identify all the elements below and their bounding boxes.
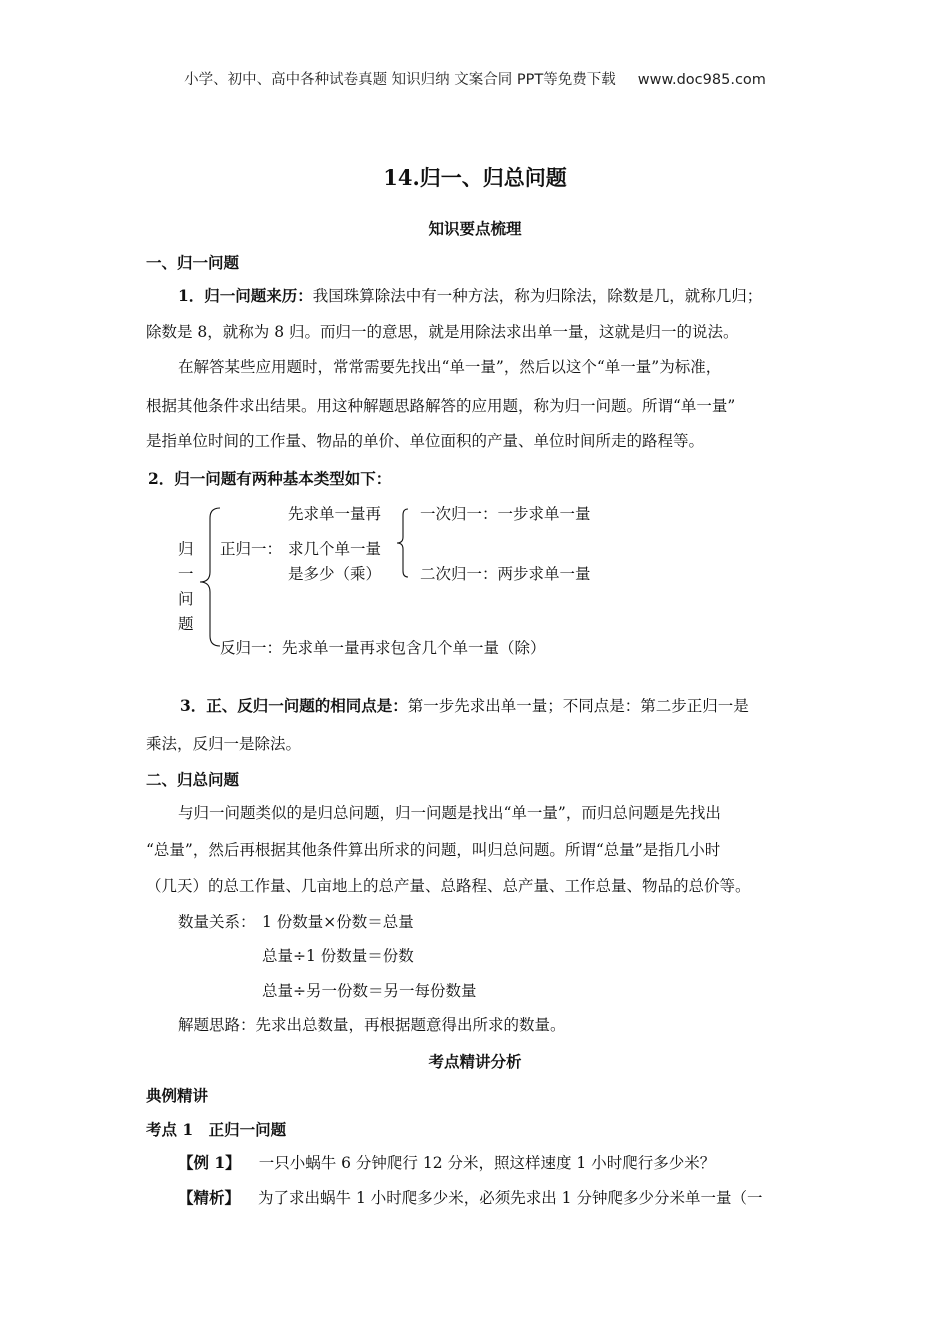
solution-method: 解题思路：先求出总数量，再根据题意得出所求的数量。 — [178, 1016, 566, 1034]
heading-examples: 典例精讲 — [146, 1086, 209, 1105]
root-char-2: 一 — [178, 565, 194, 583]
section-analysis-title: 考点精讲分析 — [428, 1052, 522, 1071]
once-guiyi: 一次归一：一步求单一量 — [420, 505, 591, 523]
para-origin-line1 — [178, 286, 762, 306]
analysis-1-label: 【精析】 — [178, 1188, 241, 1207]
doc-title: 14.归一、归总问题 — [383, 165, 567, 190]
header-text: 小学、初中、高中各种试卷真题 知识归纳 文案合同 PPT等免费下载 — [184, 72, 616, 88]
pos-line2: 求几个单一量 — [288, 540, 382, 558]
relation-label: 数量关系： — [178, 913, 256, 931]
pos-line3: 是多少（乘） — [288, 565, 382, 583]
para-origin-text: 我国珠算除法中有一种方法，称为归除法，除数是几，就称几归； — [312, 287, 763, 305]
relation-1: 1 份数量×份数＝总量 — [262, 913, 414, 931]
relation-2: 总量÷1 份数量＝份数 — [262, 947, 414, 965]
root-char-1: 归 — [178, 540, 194, 558]
neg-guiyi: 反归一：先求单一量再求包含几个单一量（除） — [220, 639, 546, 657]
example-1-text: 一只小蜗牛 6 分钟爬行 12 分米，照这样速度 1 小时爬行多少米？ — [258, 1154, 716, 1172]
para-define-line3: 是指单位时间的工作量、物品的单价、单位面积的产量、单位时间所走的路程等。 — [146, 432, 705, 450]
analysis-1 — [178, 1188, 762, 1208]
para-compare-line1 — [180, 696, 749, 716]
section-knowledge-title: 知识要点梳理 — [428, 219, 522, 238]
heading-topic-1: 考点 1 正归一问题 — [146, 1120, 287, 1139]
header-site: www.doc985.com — [637, 72, 766, 88]
para-compare-text: 第一步先求出单一量；不同点是：第二步正归一是 — [407, 697, 749, 715]
para-define-line1: 在解答某些应用题时，常常需要先找出“单一量”，然后以这个“单一量”为标准， — [178, 358, 722, 376]
para-guizong-line2: “总量”，然后再根据其他条件算出所求的问题，叫归总问题。所谓“总量”是指几小时 — [146, 841, 721, 859]
heading-two-types: 2．归一问题有两种基本类型如下： — [148, 469, 392, 488]
analysis-1-text: 为了求出蜗牛 1 小时爬多少米，必须先求出 1 分钟爬多少分米单一量（一 — [258, 1189, 763, 1207]
para-guizong-line3: （几天）的总工作量、几亩地上的总产量、总路程、总产量、工作总量、物品的总价等。 — [146, 877, 751, 895]
relation-3: 总量÷另一份数＝另一每份数量 — [262, 982, 477, 1000]
para-origin-line2: 除数是 8，就称为 8 归。而归一的意思，就是用除法求出单一量，这就是归一的说法。 — [146, 323, 739, 341]
twice-guiyi: 二次归一：两步求单一量 — [420, 565, 591, 583]
root-char-3: 问 — [178, 590, 194, 608]
page-header — [0, 68, 950, 89]
right-brace — [394, 505, 414, 581]
example-1-label: 【例 1】 — [178, 1153, 241, 1172]
para-compare-label: 3．正、反归一问题的相同点是： — [180, 696, 408, 715]
para-compare-line2: 乘法，反归一是除法。 — [146, 735, 302, 753]
heading-guiyi: 一、归一问题 — [146, 253, 240, 272]
example-1 — [178, 1153, 715, 1173]
pos-line1: 先求单一量再 — [288, 505, 382, 523]
heading-guizong: 二、归总问题 — [146, 770, 240, 789]
para-guizong-line1: 与归一问题类似的是归总问题，归一问题是找出“单一量”，而归总问题是先找出 — [178, 804, 721, 822]
pos-label: 正归一： — [220, 540, 283, 558]
para-origin-label: 1．归一问题来历： — [178, 286, 313, 305]
root-char-4: 题 — [178, 615, 194, 633]
para-define-line2: 根据其他条件求出结果。用这种解题思路解答的应用题，称为归一问题。所谓“单一量” — [146, 397, 736, 415]
